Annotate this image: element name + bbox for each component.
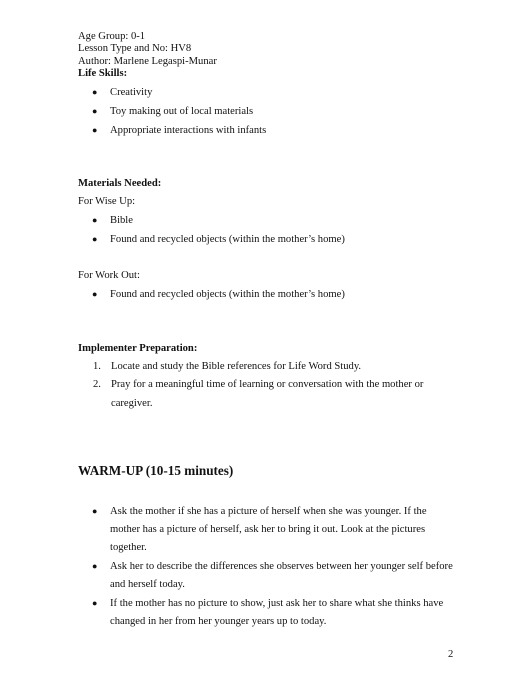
life-skill-item: Toy making out of local materials (110, 106, 254, 117)
bullet-icon: ● (92, 125, 98, 135)
life-skill-item: Creativity (110, 87, 153, 98)
lesson-type: Lesson Type and No: HV8 (78, 43, 192, 54)
warmup-item: Ask the mother if she has a picture of herself when she was younger. If the (110, 506, 427, 517)
warmup-item-continued: mother has a picture of herself, ask her to bring it out. Look at the pictures (110, 524, 426, 535)
wise-up-item: Bible (110, 215, 133, 226)
wise-up-label: For Wise Up: (78, 196, 136, 207)
warmup-item-continued: changed in her from her younger years up to today. (110, 616, 327, 627)
wise-up-item: Found and recycled objects (within the mother’s home) (110, 234, 345, 245)
bullet-icon: ● (92, 598, 98, 608)
bullet-icon: ● (92, 561, 98, 571)
warmup-item-continued: and herself today. (110, 579, 185, 590)
work-out-item: Found and recycled objects (within the mother’s home) (110, 289, 345, 300)
author: Author: Marlene Legaspi-Munar (78, 56, 217, 67)
materials-heading: Materials Needed: (78, 178, 162, 189)
warmup-heading: WARM-UP (10-15 minutes) (78, 463, 234, 478)
bullet-icon: ● (92, 87, 98, 97)
page-number: 2 (448, 649, 454, 660)
preparation-heading: Implementer Preparation: (78, 343, 198, 354)
work-out-label: For Work Out: (78, 270, 140, 281)
warmup-item: If the mother has no picture to show, just ask her to share what she thinks have (110, 598, 444, 609)
age-group: Age Group: 0-1 (78, 31, 146, 42)
bullet-icon: ● (92, 234, 98, 244)
bullet-icon: ● (92, 215, 98, 225)
preparation-item: Pray for a meaningful time of learning or conversation with the mother or (111, 379, 424, 390)
bullet-icon: ● (92, 506, 98, 516)
life-skills-heading: Life Skills: (78, 68, 128, 79)
preparation-item-continued: caregiver. (111, 398, 153, 409)
preparation-item: Locate and study the Bible references for Life Word Study. (111, 361, 362, 372)
list-number: 1. (93, 361, 101, 372)
warmup-item-continued: together. (110, 542, 147, 553)
bullet-icon: ● (92, 289, 98, 299)
list-number: 2. (93, 379, 101, 390)
bullet-icon: ● (92, 106, 98, 116)
life-skill-item: Appropriate interactions with infants (110, 125, 267, 136)
warmup-item: Ask her to describe the differences she observes between her younger self before (110, 561, 453, 572)
